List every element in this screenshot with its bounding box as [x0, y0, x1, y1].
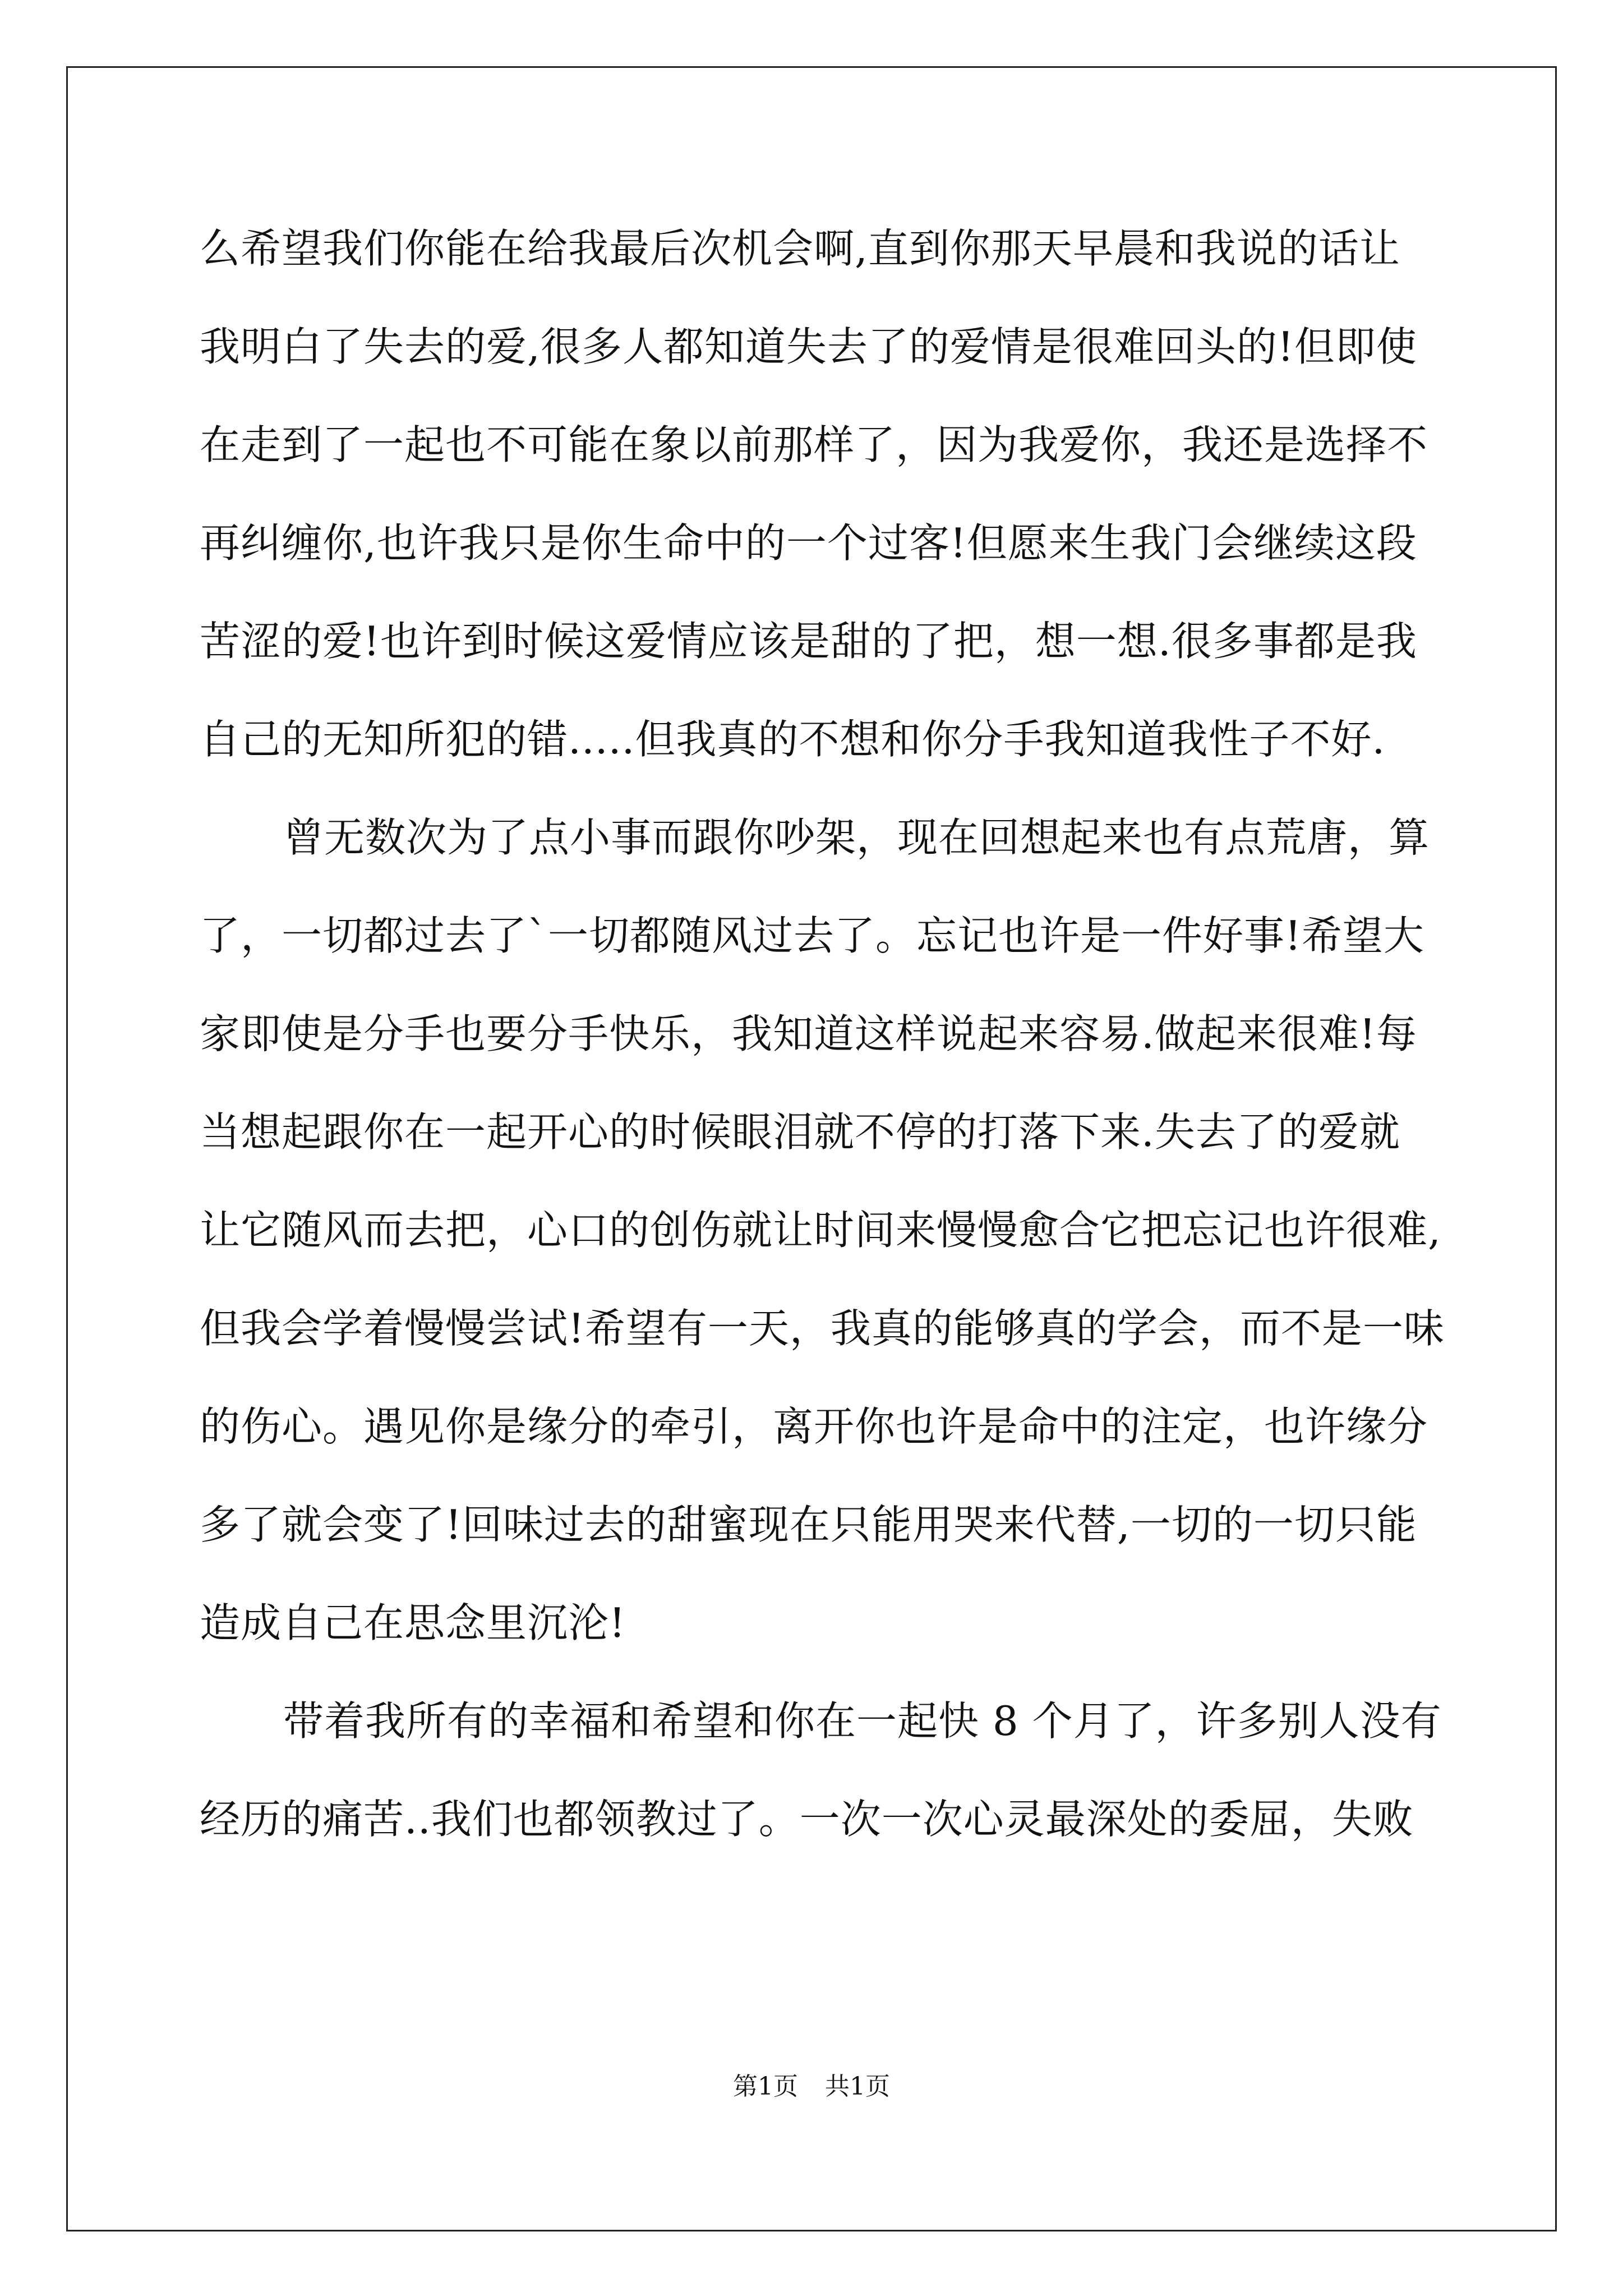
paragraph-start-line: 带着我所有的幸福和希望和你在一起快 8 个月了，许多别人没有: [283, 1697, 1442, 1745]
text-line: 造成自己在思念里沉沦!: [200, 1599, 626, 1646]
text-line: 让它随风而去把，心口的创伤就让时间来慢慢愈合它把忘记也许很难,: [200, 1207, 1441, 1254]
text-line: 么希望我们你能在给我最后次机会啊,直到你那天早晨和我说的话让: [200, 225, 1400, 272]
text-line: 在走到了一起也不可能在象以前那样了，因为我爱你，我还是选择不: [200, 421, 1428, 468]
text-line: 苦涩的爱!也许到时候这爱情应该是甜的了把，想一想.很多事都是我: [200, 618, 1417, 665]
page-number: 第1页: [733, 2072, 798, 2101]
total-pages: 共1页: [825, 2072, 890, 2101]
text-line: 的伤心。遇见你是缘分的牵引，离开你也许是命中的注定，也许缘分: [200, 1403, 1428, 1450]
text-line: 家即使是分手也要分手快乐，我知道这样说起来容易.做起来很难!每: [200, 1010, 1417, 1057]
text-line: 经历的痛苦..我们也都领教过了。一次一次心灵最深处的委屈，失败: [200, 1796, 1414, 1843]
page-footer: [0, 2070, 1623, 2104]
text-line: 当想起跟你在一起开心的时候眼泪就不停的打落下来.失去了的爱就: [200, 1108, 1400, 1156]
paragraph-start-line: 曾无数次为了点小事而跟你吵架，现在回想起来也有点荒唐，算: [283, 814, 1430, 861]
text-line: 了，一切都过去了`一切都随风过去了。忘记也许是一件好事!希望大: [200, 912, 1424, 959]
text-line: 但我会学着慢慢尝试!希望有一天，我真的能够真的学会，而不是一味: [200, 1305, 1445, 1352]
text-line: 我明白了失去的爱,很多人都知道失去了的爱情是很难回头的!但即使: [200, 323, 1417, 370]
text-line: 多了就会变了!回味过去的甜蜜现在只能用哭来代替,一切的一切只能: [200, 1501, 1417, 1548]
text-line: 自己的无知所犯的错.....但我真的不想和你分手我知道我性子不好.: [200, 716, 1386, 763]
text-line: 再纠缠你,也许我只是你生命中的一个过客!但愿来生我门会继续这段: [200, 519, 1417, 567]
